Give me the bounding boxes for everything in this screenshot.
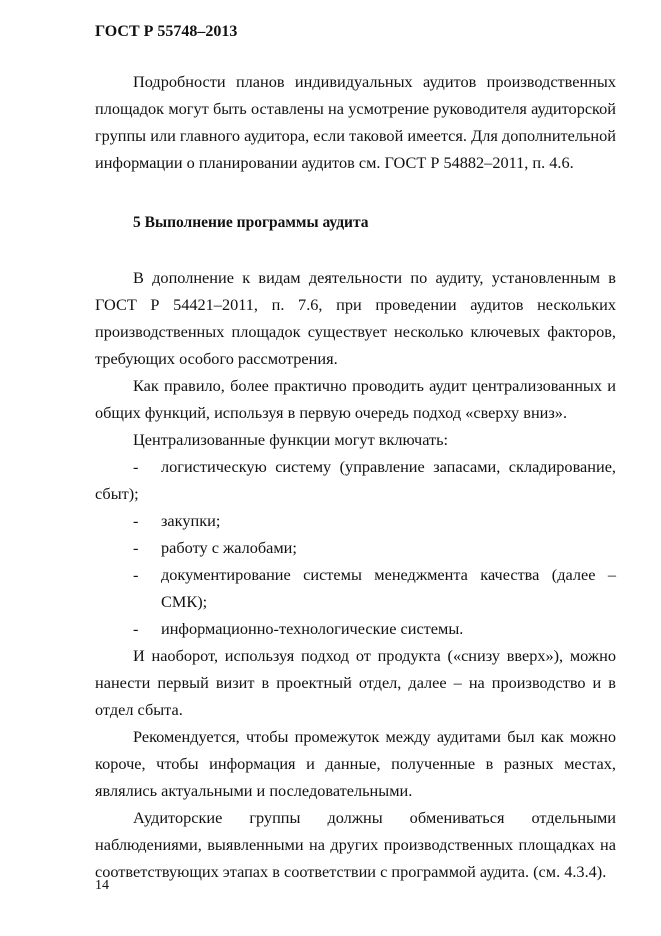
- list-item: [95, 507, 616, 534]
- page-number: 14: [95, 878, 109, 893]
- list-item: [95, 561, 616, 615]
- list-item: [95, 534, 616, 561]
- list-item-text: информационно-технологические системы.: [161, 619, 464, 638]
- paragraph-centralized-functions: Централизованные функции могут включать:: [133, 430, 449, 449]
- section-title: 5 Выполнение программы аудита: [133, 214, 369, 231]
- paragraph-audit-teams: Аудиторские группы должны обмениваться отдельными наблюдениями, выявленными на других производственных площадках на соответствующих этапах в соответствии с программой аудита. (см. 4.3.4).: [95, 808, 616, 881]
- list-item-text: документирование системы менеджмента качества (далее – СМК);: [161, 565, 616, 611]
- paragraph-audit-plans: Подробности планов индивидуальных аудитов производственных площадок могут быть оставлены на усмотрение руководителя аудиторской группы или главного аудитора, если таковой имеется. Для дополнительной информации о планировании аудитов см. ГОСТ Р 54882–2011, п. 4.6.: [95, 72, 616, 172]
- paragraph-bottom-up: И наоборот, используя подход от продукта («снизу вверх»), можно нанести первый визит в проектный отдел, далее – на производство и в отдел сбыта.: [95, 646, 616, 719]
- list-dash: -: [133, 619, 139, 638]
- paragraph-top-down: Как правило, более практично проводить аудит централизованных и общих функций, используя в первую очередь подход «сверху вниз».: [95, 376, 616, 422]
- list-dash: -: [133, 457, 139, 476]
- list-item-text: закупки;: [161, 511, 221, 530]
- list-dash: -: [133, 538, 139, 557]
- list-dash: -: [133, 511, 139, 530]
- document-header: ГОСТ Р 55748–2013: [95, 23, 238, 40]
- document-body: [95, 68, 616, 885]
- list-item-text: логистическую систему (управление запасами, складирование, сбыт);: [95, 457, 616, 503]
- centralized-functions-list: [95, 453, 616, 642]
- list-dash: -: [133, 565, 139, 584]
- list-item: [95, 615, 616, 642]
- paragraph-audit-interval: Рекомендуется, чтобы промежуток между аудитами был как можно короче, чтобы информация и данные, полученные в разных местах, являлись актуальными и последовательными.: [95, 727, 616, 800]
- paragraph-key-factors: В дополнение к видам деятельности по аудиту, установленным в ГОСТ Р 54421–2011, п. 7.6, при проведении аудитов нескольких производственных площадок существует несколько ключевых факторов, требующих особого рассмотрения.: [95, 268, 616, 368]
- list-item: [95, 453, 616, 507]
- list-item-text: работу с жалобами;: [161, 538, 297, 557]
